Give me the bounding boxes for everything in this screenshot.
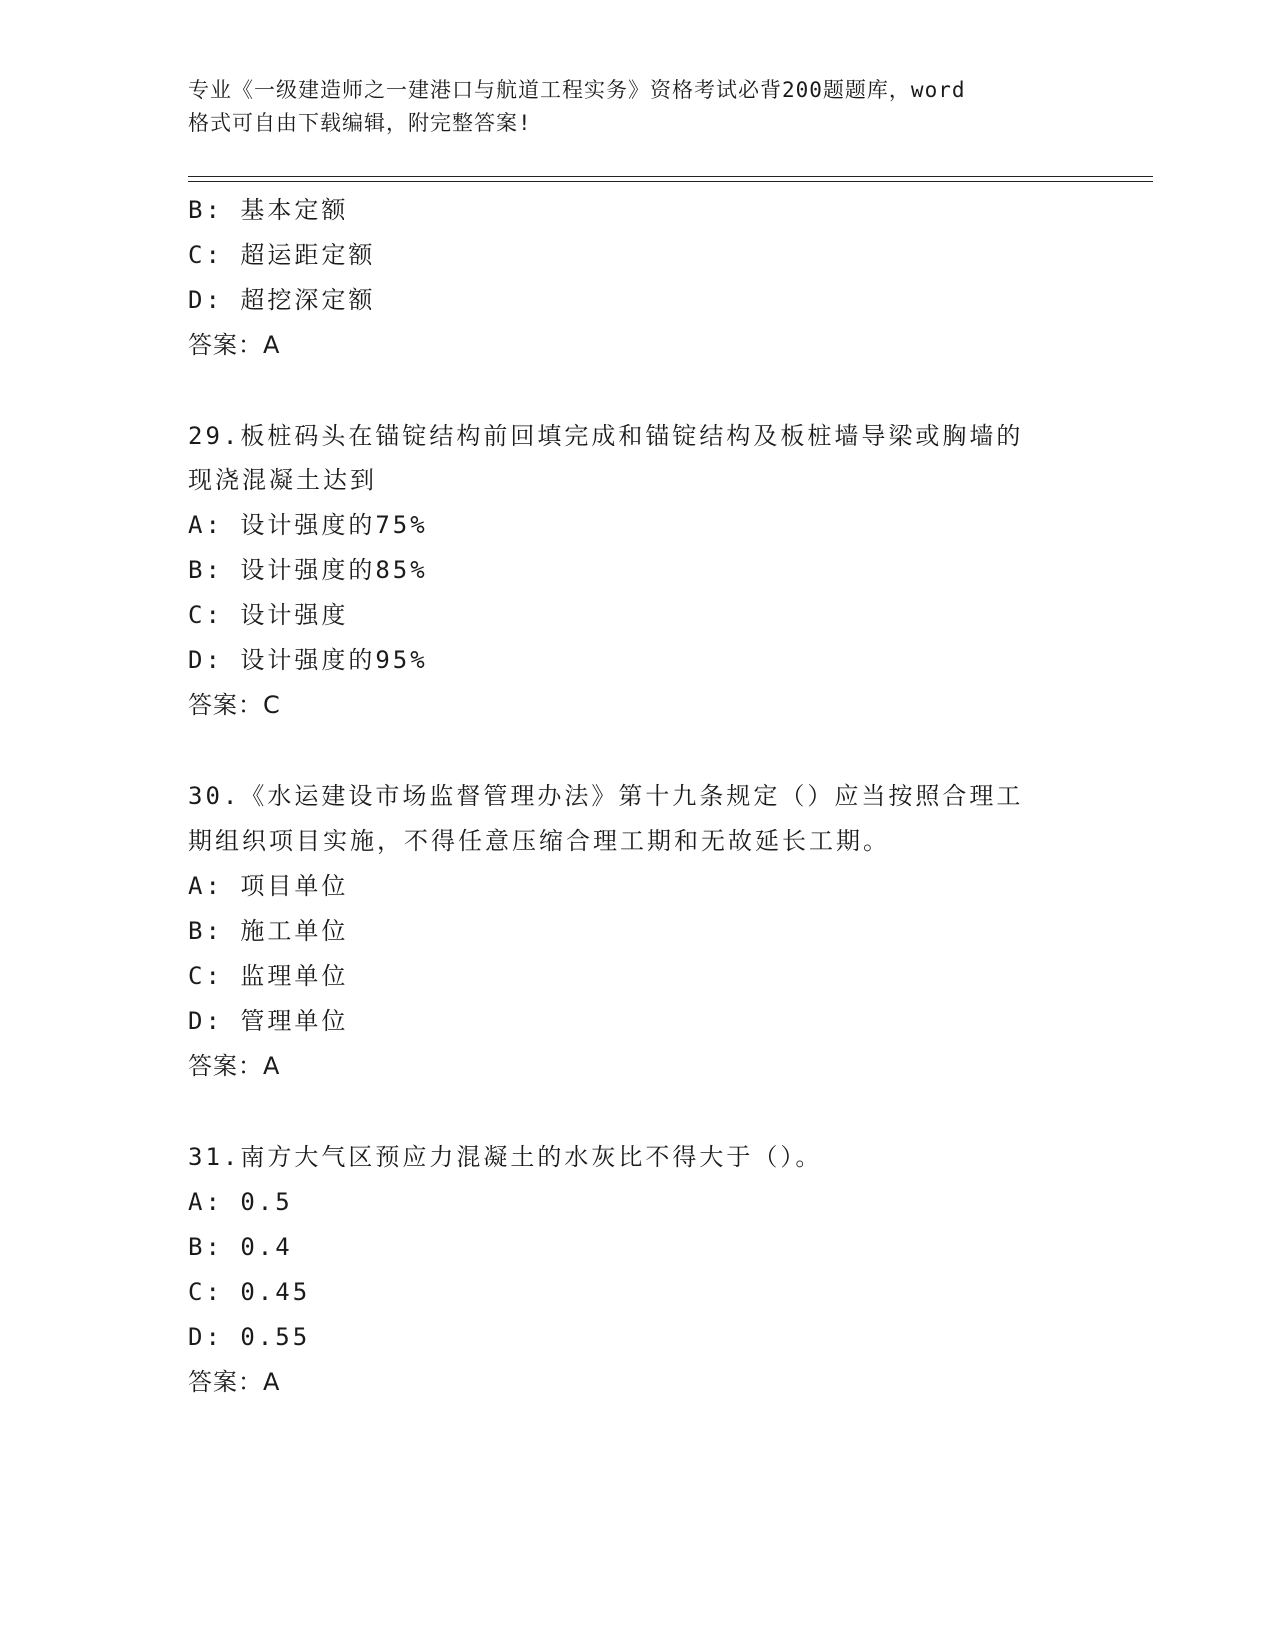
q28-option-d: D: 超挖深定额: [188, 286, 376, 314]
q29-option-d: D: 设计强度的95%: [188, 646, 428, 674]
q31-option-b: B: 0.4: [188, 1233, 293, 1261]
q29-stem-line-2: 现浇混凝土达到: [188, 466, 377, 494]
header-line-1: 专业《一级建造师之一建港口与航道工程实务》资格考试必背200题题库，word: [188, 78, 966, 102]
q29-answer: 答案：C: [188, 691, 281, 719]
q30-answer: 答案：A: [188, 1052, 281, 1080]
q29-stem-line-1: 29.板桩码头在锚锭结构前回填完成和锚锭结构及板桩墙导梁或胸墙的: [188, 422, 1024, 450]
q30-option-d: D: 管理单位: [188, 1007, 349, 1035]
q30-option-b: B: 施工单位: [188, 917, 349, 945]
q31-option-d: D: 0.55: [188, 1323, 311, 1351]
q28-option-c: C: 超运距定额: [188, 241, 376, 269]
q28-answer: 答案：A: [188, 331, 281, 359]
document-header: [188, 74, 1068, 140]
header-rule-bottom: [188, 181, 1153, 182]
q30-stem-line-2: 期组织项目实施，不得任意压缩合理工期和无故延长工期。: [188, 827, 890, 855]
header-line-2: 格式可自由下载编辑，附完整答案!: [188, 111, 532, 135]
q28-option-b: B: 基本定额: [188, 196, 349, 224]
q31-option-c: C: 0.45: [188, 1278, 311, 1306]
q30-option-c: C: 监理单位: [188, 962, 349, 990]
q29-option-b: B: 设计强度的85%: [188, 556, 428, 584]
q31-answer: 答案：A: [188, 1368, 281, 1396]
header-rule-top: [188, 176, 1153, 177]
q31-stem-line-1: 31.南方大气区预应力混凝土的水灰比不得大于（）。: [188, 1143, 823, 1171]
q29-option-c: C: 设计强度: [188, 601, 349, 629]
q29-option-a: A: 设计强度的75%: [188, 511, 428, 539]
q30-option-a: A: 项目单位: [188, 872, 349, 900]
q31-option-a: A: 0.5: [188, 1188, 293, 1216]
q30-stem-line-1: 30.《水运建设市场监督管理办法》第十九条规定（）应当按照合理工: [188, 782, 1024, 810]
